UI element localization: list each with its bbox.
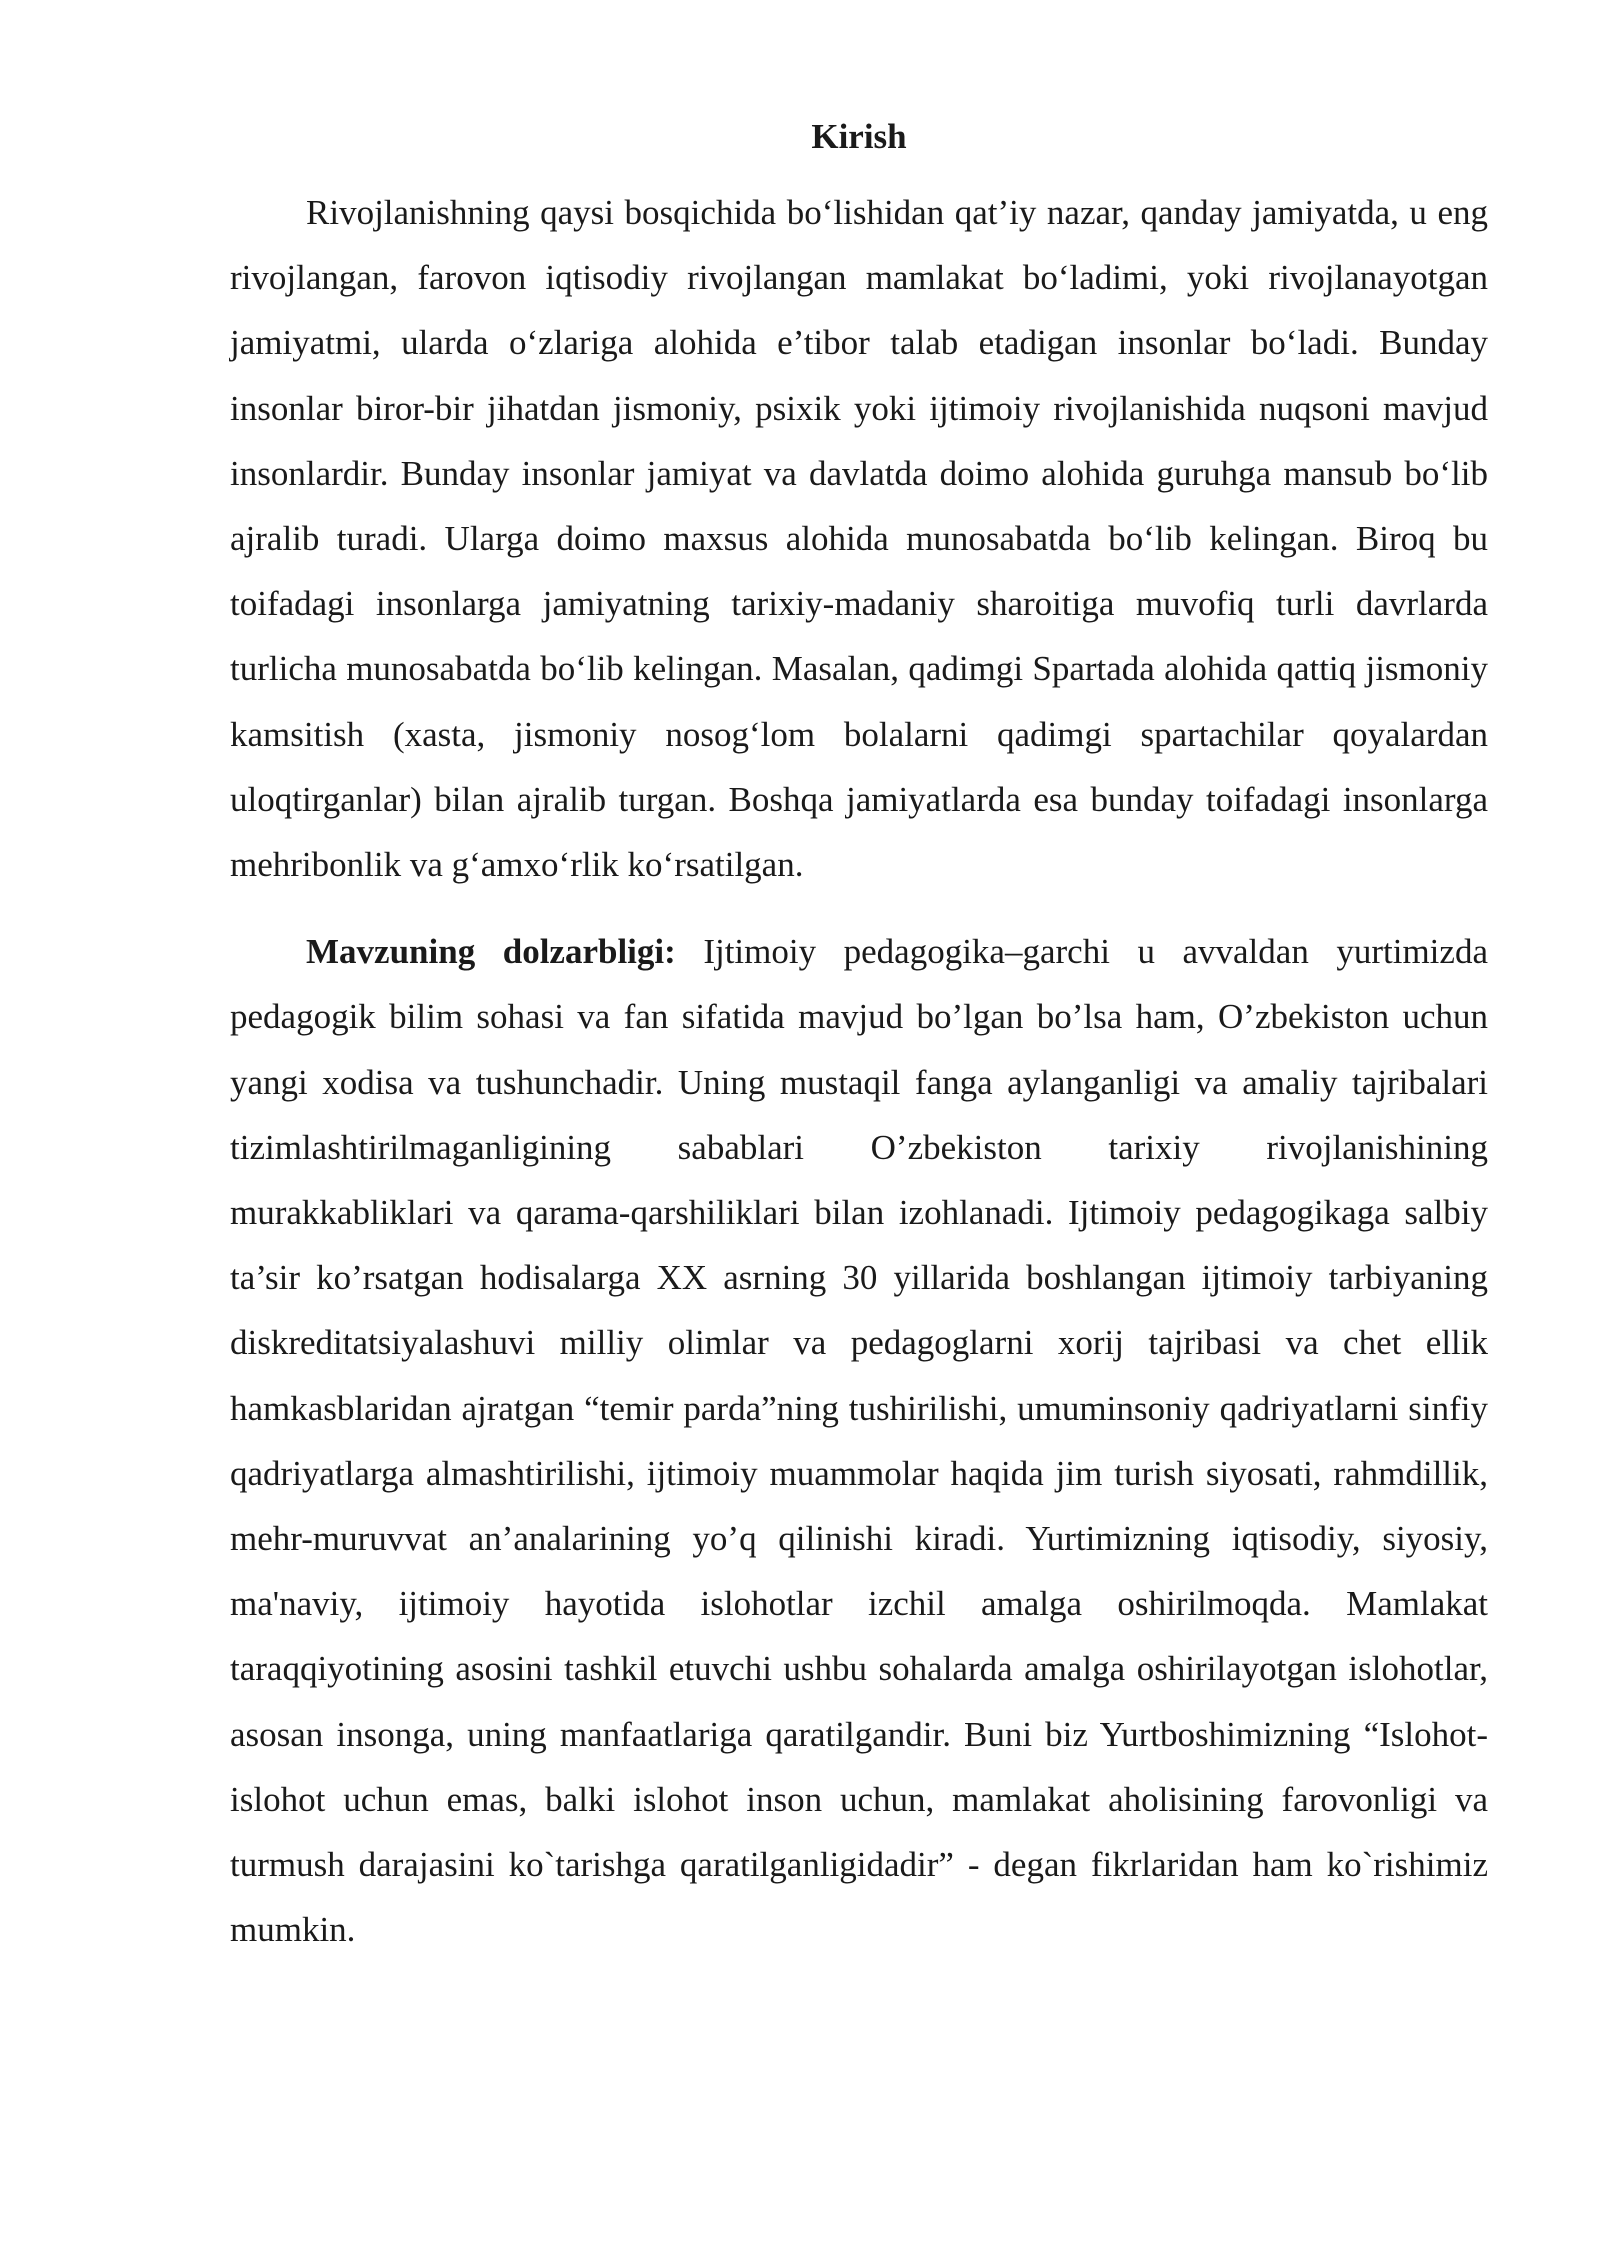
- relevance-paragraph: [230, 919, 1488, 1962]
- intro-paragraph: Rivojlanishning qaysi bosqichida bo‘lishidan qat’iy nazar, qanday jamiyatda, u eng rivojlangan, farovon iqtisodiy rivojlangan mamlakat bo‘ladimi, yoki rivojlanayotgan jamiyatmi, ularda o‘zlariga alohida e’tibor talab etadigan insonlar bo‘ladi. Bunday insonlar biror-bir jihatdan jismoniy, psixik yoki ijtimoiy rivojlanishida nuqsoni mavjud insonlardir. Bunday insonlar jamiyat va davlatda doimo alohida guruhga mansub bo‘lib ajralib turadi. Ularga doimo maxsus alohida munosabatda bo‘lib kelingan. Biroq bu toifadagi insonlarga jamiyatning tarixiy-madaniy sharoitiga muvofiq turli davrlarda turlicha munosabatda bo‘lib kelingan. Masalan, qadimgi Spartada alohida qattiq jismoniy kamsitish (xasta, jismoniy nosog‘lom bolalarni qadimgi spartachilar qoyalardan uloqtirganlar) bilan ajralib turgan. Boshqa jamiyatlarda esa bunday toifadagi insonlarga mehribonlik va g‘amxo‘rlik ko‘rsatilgan.: [230, 193, 1488, 885]
- relevance-label: Mavzuning dolzarbligi:: [306, 932, 676, 972]
- relevance-text: Ijtimoiy pedagogika–garchi u avvaldan yurtimizda pedagogik bilim sohasi va fan sifatida mavjud bo’lgan bo’lsa ham, O’zbekiston uchun yangi xodisa va tushunchadir. Uning mustaqil fanga aylanganligi va amaliy tajribalari tizimlashtirilmaganligining sabablari O’zbekiston tarixiy rivojlanishining murakkabliklari va qarama-qarshiliklari bilan izohlanadi. Ijtimoiy pedagogikaga salbiy ta’sir ko’rsatgan hodisalarga XX asrning 30 yillarida boshlangan ijtimoiy tarbiyaning diskreditatsiyalashuvi milliy olimlar va pedagoglarni xorij tajribasi va chet ellik hamkasblaridan ajratgan “temir parda”ning tushirilishi, umuminsoniy qadriyatlarni sinfiy qadriyatlarga almashtirilishi, ijtimoiy muammolar haqida jim turish siyosati, rahmdillik, mehr-muruvvat an’analarining yo’q qilinishi kiradi. Yurtimizning iqtisodiy, siyosiy, ma'naviy, ijtimoiy hayotida islohotlar izchil amalga oshirilmoqda. Mamlakat taraqqiyotining asosini tashkil etuvchi ushbu sohalarda amalga oshirilayotgan islohotlar, asosan insonga, uning manfaatlariga qaratilgandir. Buni biz Yurtboshimizning “Islohot-islohot uchun emas, balki islohot inson uchun, mamlakat aholisining farovonligi va turmush darajasini ko`tarishga qaratilganligidadir” - degan fikrlaridan ham ko`rishimiz mumkin.: [230, 932, 1488, 1950]
- document-body: [230, 108, 1488, 1984]
- section-heading: Kirish: [811, 117, 907, 156]
